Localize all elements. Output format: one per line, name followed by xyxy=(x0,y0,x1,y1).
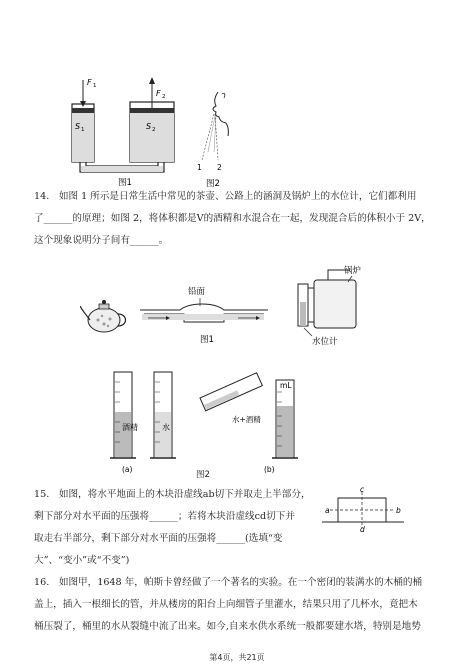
label-a: a xyxy=(325,506,330,515)
s1-sub: 1 xyxy=(81,127,85,133)
caption-fig2-top: 图2 xyxy=(206,179,220,189)
line1-label: 1 xyxy=(197,163,202,172)
label-b: b xyxy=(396,506,401,515)
s2-label: S xyxy=(146,122,152,131)
caption-fig2-cyl: 图2 xyxy=(196,470,210,480)
water-label: 水 xyxy=(162,423,170,432)
f2-label: F xyxy=(156,89,161,98)
figure-boiler xyxy=(288,262,370,346)
question-16 xyxy=(34,572,446,638)
s2-sub: 2 xyxy=(152,127,156,133)
f1-sub: 1 xyxy=(93,83,97,89)
gauge-label: 水位计 xyxy=(312,337,338,346)
f2-sub: 2 xyxy=(162,94,166,100)
caption-fig1-mid: 图1 xyxy=(200,335,214,345)
line2-label: 2 xyxy=(217,163,222,172)
figure-culvert xyxy=(140,284,268,346)
alcohol-label: 酒精 xyxy=(122,423,138,432)
q15-line4: 大”、“变小”或“不变”) xyxy=(34,555,130,566)
figure-teapot xyxy=(80,292,132,336)
label-c: c xyxy=(360,486,365,494)
question-14 xyxy=(34,186,446,252)
question-15 xyxy=(34,484,314,572)
s1-label: S xyxy=(75,122,81,131)
q16-line3: 桶压裂了，桶里的水从裂缝中流了出来。如今,自来水供水系统一般都要建水塔，特别是地势 xyxy=(34,621,421,632)
q16-line2: 盖上，插入一根细长的管，并从楼房的阳台上向细管子里灌水，结果只用了几杯水，竟把木 xyxy=(34,599,418,610)
lead-label: 铅面 xyxy=(188,287,206,297)
figure-wood-block xyxy=(316,486,408,532)
q16-line1: 16. 如图甲，1648 年，帕斯卡曾经做了一个著名的实验。在一个密闭的装满水的木桶的桶 xyxy=(34,577,423,588)
figure-hydraulic-press xyxy=(60,72,200,190)
q15-line2: 剩下部分对水平面的压强将______；若将木块沿虚线cd切下并 xyxy=(34,511,295,522)
q14-line2: 了______的原理；如图 2，将体积都是V的酒精和水混合在一起，发现混合后的体积小于 2V， xyxy=(34,213,431,224)
boiler-label: 锅炉 xyxy=(344,266,362,276)
figure-cylinders xyxy=(108,368,320,486)
label-d: d xyxy=(360,525,365,532)
q15-line1: 15. 如图，将水平地面上的木块沿虚线ab切下并取走上半部分， xyxy=(34,489,311,500)
f1-label: F xyxy=(87,78,92,87)
caption-fig1-top: 图1 xyxy=(118,178,132,188)
label-b: (b) xyxy=(264,465,275,474)
label-a: (a) xyxy=(122,465,133,474)
figure-breath-smell xyxy=(188,88,248,190)
q14-line1: 14. 如图 1 所示是日常生活中常见的茶壶、公路上的涵洞及锅炉上的水位计，它们都利用 xyxy=(34,191,417,202)
page-footer: 第4页，共21页 xyxy=(209,653,265,662)
mix-label: 水+酒精 xyxy=(232,415,261,424)
ml-label: mL xyxy=(280,381,292,390)
q15-line3: 取走右半部分，剩下部分对水平面的压强将______(选填“变 xyxy=(34,533,283,544)
q14-line3: 这个现象说明分子间有______。 xyxy=(34,235,169,246)
